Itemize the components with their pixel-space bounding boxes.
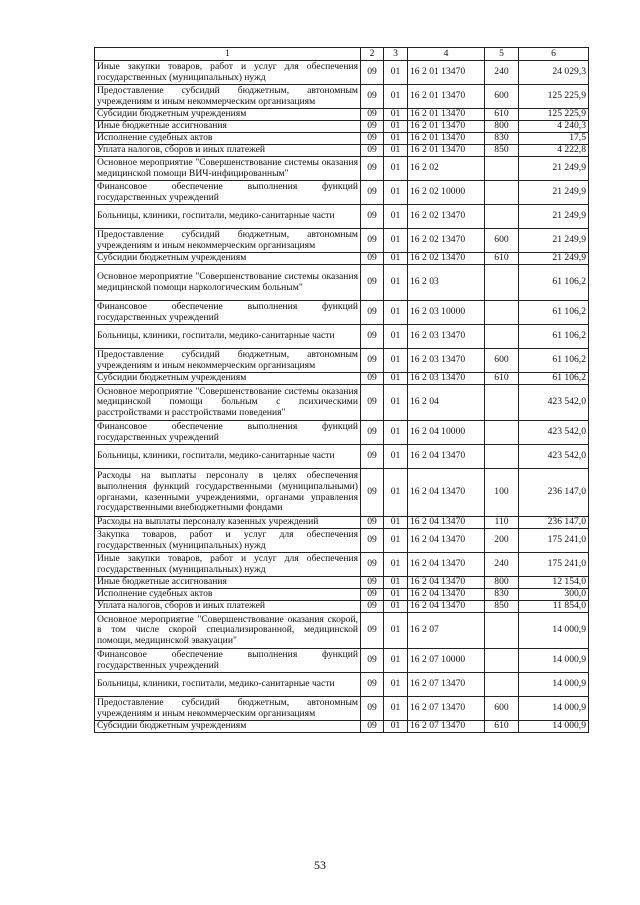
table-row	[95, 649, 589, 673]
target-article-code: 16 2 07 13470	[408, 673, 485, 697]
subsection-code: 01	[384, 145, 408, 157]
expense-name: Финансовое обеспечение выполнения функций государственных учреждений	[95, 649, 361, 673]
expense-type-code	[485, 673, 519, 697]
table-row	[95, 373, 589, 385]
column-number: 6	[519, 48, 589, 61]
amount: 24 029,3	[519, 61, 589, 85]
subsection-code: 01	[384, 721, 408, 733]
expense-name: Больницы, клиники, госпитали, медико-санитарные части	[95, 325, 361, 349]
table-row	[95, 253, 589, 265]
amount: 14 000,9	[519, 721, 589, 733]
column-number: 2	[361, 48, 384, 61]
subsection-code: 01	[384, 673, 408, 697]
expense-type-code	[485, 385, 519, 421]
expense-type-code	[485, 445, 519, 469]
target-article-code: 16 2 02 13470	[408, 229, 485, 253]
expense-name: Предоставление субсидий бюджетным, автономным учреждениям и иным некоммерческим организациям	[95, 349, 361, 373]
subsection-code: 01	[384, 85, 408, 109]
expense-type-code: 600	[485, 697, 519, 721]
target-article-code: 16 2 04	[408, 385, 485, 421]
amount: 175 241,0	[519, 553, 589, 577]
section-code: 09	[361, 157, 384, 181]
section-code: 09	[361, 469, 384, 517]
table-body	[95, 48, 589, 733]
subsection-code: 01	[384, 205, 408, 229]
table-row	[95, 385, 589, 421]
expense-type-code: 240	[485, 61, 519, 85]
subsection-code: 01	[384, 121, 408, 133]
table-row	[95, 601, 589, 613]
expense-type-code: 610	[485, 109, 519, 121]
expense-name: Основное мероприятие "Совершенствование системы оказания медицинской помощи наркологическим больным"	[95, 265, 361, 301]
expense-name: Предоставление субсидий бюджетным, автономным учреждениям и иным некоммерческим организациям	[95, 85, 361, 109]
table-row	[95, 85, 589, 109]
subsection-code: 01	[384, 589, 408, 601]
section-code: 09	[361, 673, 384, 697]
table-row	[95, 445, 589, 469]
amount: 125 225,9	[519, 85, 589, 109]
target-article-code: 16 2 04 13470	[408, 577, 485, 589]
amount: 236 147,0	[519, 469, 589, 517]
section-code: 09	[361, 589, 384, 601]
target-article-code: 16 2 04 13470	[408, 553, 485, 577]
target-article-code: 16 2 01 13470	[408, 109, 485, 121]
section-code: 09	[361, 253, 384, 265]
column-number: 1	[95, 48, 361, 61]
subsection-code: 01	[384, 373, 408, 385]
amount: 12 154,0	[519, 577, 589, 589]
subsection-code: 01	[384, 301, 408, 325]
expense-type-code: 110	[485, 517, 519, 529]
table-row	[95, 301, 589, 325]
expense-name: Исполнение судебных актов	[95, 133, 361, 145]
amount: 21 249,9	[519, 205, 589, 229]
section-code: 09	[361, 517, 384, 529]
budget-table	[94, 47, 589, 733]
section-code: 09	[361, 445, 384, 469]
amount: 21 249,9	[519, 253, 589, 265]
expense-type-code	[485, 265, 519, 301]
target-article-code: 16 2 04 10000	[408, 421, 485, 445]
subsection-code: 01	[384, 61, 408, 85]
amount: 423 542,0	[519, 445, 589, 469]
section-code: 09	[361, 265, 384, 301]
amount: 236 147,0	[519, 517, 589, 529]
expense-name: Предоставление субсидий бюджетным, автономным учреждениям и иным некоммерческим организациям	[95, 697, 361, 721]
table-row	[95, 205, 589, 229]
expense-type-code: 600	[485, 229, 519, 253]
subsection-code: 01	[384, 697, 408, 721]
expense-type-code	[485, 157, 519, 181]
amount: 14 000,9	[519, 649, 589, 673]
expense-name: Финансовое обеспечение выполнения функций государственных учреждений	[95, 421, 361, 445]
amount: 17,5	[519, 133, 589, 145]
expense-type-code: 610	[485, 721, 519, 733]
table-row	[95, 133, 589, 145]
expense-type-code: 610	[485, 253, 519, 265]
table-row	[95, 529, 589, 553]
table-row	[95, 553, 589, 577]
column-number: 3	[384, 48, 408, 61]
target-article-code: 16 2 02	[408, 157, 485, 181]
expense-type-code: 600	[485, 349, 519, 373]
expense-name: Расходы на выплаты персоналу в целях обеспечения выполнения функций государственными (муниципальными) органами, казенными учреждениями, органами управления государственными внебюджетными фондами	[95, 469, 361, 517]
expense-type-code: 200	[485, 529, 519, 553]
subsection-code: 01	[384, 553, 408, 577]
expense-name: Расходы на выплаты персоналу казенных учреждений	[95, 517, 361, 529]
section-code: 09	[361, 109, 384, 121]
expense-type-code	[485, 649, 519, 673]
section-code: 09	[361, 133, 384, 145]
expense-name: Основное мероприятие "Совершенствование системы оказания медицинской помощи больным с психическими расстройствами и расстройствами поведения"	[95, 385, 361, 421]
section-code: 09	[361, 601, 384, 613]
subsection-code: 01	[384, 349, 408, 373]
expense-type-code: 830	[485, 133, 519, 145]
target-article-code: 16 2 07 13470	[408, 697, 485, 721]
expense-name: Субсидии бюджетным учреждениям	[95, 373, 361, 385]
section-code: 09	[361, 229, 384, 253]
expense-name: Уплата налогов, сборов и иных платежей	[95, 601, 361, 613]
target-article-code: 16 2 04 13470	[408, 517, 485, 529]
section-code: 09	[361, 121, 384, 133]
table-row	[95, 589, 589, 601]
target-article-code: 16 2 01 13470	[408, 61, 485, 85]
expense-type-code: 600	[485, 85, 519, 109]
target-article-code: 16 2 07	[408, 613, 485, 649]
table-row	[95, 469, 589, 517]
section-code: 09	[361, 697, 384, 721]
amount: 61 106,2	[519, 265, 589, 301]
section-code: 09	[361, 385, 384, 421]
target-article-code: 16 2 02 13470	[408, 205, 485, 229]
table-row	[95, 577, 589, 589]
target-article-code: 16 2 07 10000	[408, 649, 485, 673]
expense-name: Иные бюджетные ассигнования	[95, 577, 361, 589]
expense-type-code	[485, 205, 519, 229]
subsection-code: 01	[384, 601, 408, 613]
subsection-code: 01	[384, 229, 408, 253]
section-code: 09	[361, 349, 384, 373]
expense-type-code	[485, 325, 519, 349]
amount: 4 240,3	[519, 121, 589, 133]
expense-type-code: 610	[485, 373, 519, 385]
amount: 21 249,9	[519, 229, 589, 253]
section-code: 09	[361, 145, 384, 157]
subsection-code: 01	[384, 133, 408, 145]
amount: 423 542,0	[519, 385, 589, 421]
target-article-code: 16 2 03 13470	[408, 349, 485, 373]
target-article-code: 16 2 01 13470	[408, 145, 485, 157]
amount: 125 225,9	[519, 109, 589, 121]
table-row	[95, 613, 589, 649]
expense-type-code: 800	[485, 121, 519, 133]
target-article-code: 16 2 04 13470	[408, 469, 485, 517]
table-row	[95, 517, 589, 529]
subsection-code: 01	[384, 445, 408, 469]
target-article-code: 16 2 04 13470	[408, 445, 485, 469]
table-row	[95, 109, 589, 121]
expense-name: Основное мероприятие "Совершенствование системы оказания медицинской помощи ВИЧ-инфицированным"	[95, 157, 361, 181]
subsection-code: 01	[384, 265, 408, 301]
expense-type-code	[485, 301, 519, 325]
column-number: 5	[485, 48, 519, 61]
page-number: 53	[314, 858, 326, 872]
target-article-code: 16 2 04 13470	[408, 589, 485, 601]
expense-type-code	[485, 421, 519, 445]
expense-name: Больницы, клиники, госпитали, медико-санитарные части	[95, 205, 361, 229]
expense-type-code: 100	[485, 469, 519, 517]
amount: 14 000,9	[519, 673, 589, 697]
amount: 61 106,2	[519, 301, 589, 325]
table-row	[95, 697, 589, 721]
expense-name: Иные закупки товаров, работ и услуг для обеспечения государственных (муниципальных) нужд	[95, 61, 361, 85]
target-article-code: 16 2 02 10000	[408, 181, 485, 205]
amount: 61 106,2	[519, 349, 589, 373]
section-code: 09	[361, 301, 384, 325]
subsection-code: 01	[384, 517, 408, 529]
section-code: 09	[361, 373, 384, 385]
section-code: 09	[361, 577, 384, 589]
target-article-code: 16 2 02 13470	[408, 253, 485, 265]
amount: 61 106,2	[519, 373, 589, 385]
target-article-code: 16 2 03 13470	[408, 373, 485, 385]
section-code: 09	[361, 553, 384, 577]
expense-name: Больницы, клиники, госпитали, медико-санитарные части	[95, 445, 361, 469]
section-code: 09	[361, 529, 384, 553]
table-row	[95, 325, 589, 349]
subsection-code: 01	[384, 649, 408, 673]
section-code: 09	[361, 85, 384, 109]
table-row	[95, 181, 589, 205]
expense-type-code: 240	[485, 553, 519, 577]
table-row	[95, 721, 589, 733]
target-article-code: 16 2 04 13470	[408, 601, 485, 613]
target-article-code: 16 2 03 13470	[408, 325, 485, 349]
section-code: 09	[361, 181, 384, 205]
section-code: 09	[361, 325, 384, 349]
amount: 14 000,9	[519, 697, 589, 721]
target-article-code: 16 2 01 13470	[408, 121, 485, 133]
amount: 14 000,9	[519, 613, 589, 649]
expense-name: Субсидии бюджетным учреждениям	[95, 253, 361, 265]
amount: 175 241,0	[519, 529, 589, 553]
target-article-code: 16 2 04 13470	[408, 529, 485, 553]
subsection-code: 01	[384, 529, 408, 553]
column-number: 4	[408, 48, 485, 61]
expense-type-code: 800	[485, 577, 519, 589]
amount: 11 854,0	[519, 601, 589, 613]
expense-name: Основное мероприятие "Совершенствование оказания скорой, в том числе скорой специализированной, медицинской помощи, медицинской эвакуации"	[95, 613, 361, 649]
amount: 21 249,9	[519, 157, 589, 181]
subsection-code: 01	[384, 577, 408, 589]
table-row	[95, 157, 589, 181]
expense-name: Субсидии бюджетным учреждениям	[95, 109, 361, 121]
amount: 4 222,8	[519, 145, 589, 157]
table-row	[95, 121, 589, 133]
subsection-code: 01	[384, 109, 408, 121]
expense-name: Предоставление субсидий бюджетным, автономным учреждениям и иным некоммерческим организациям	[95, 229, 361, 253]
expense-name: Иные бюджетные ассигнования	[95, 121, 361, 133]
expense-type-code: 830	[485, 589, 519, 601]
expense-name: Исполнение судебных актов	[95, 589, 361, 601]
amount: 21 249,9	[519, 181, 589, 205]
subsection-code: 01	[384, 325, 408, 349]
amount: 61 106,2	[519, 325, 589, 349]
expense-name: Закупка товаров, работ и услуг для обеспечения государственных (муниципальных) нужд	[95, 529, 361, 553]
subsection-code: 01	[384, 613, 408, 649]
table-row	[95, 145, 589, 157]
section-code: 09	[361, 721, 384, 733]
expense-name: Субсидии бюджетным учреждениям	[95, 721, 361, 733]
expense-name: Больницы, клиники, госпитали, медико-санитарные части	[95, 673, 361, 697]
section-code: 09	[361, 649, 384, 673]
target-article-code: 16 2 03	[408, 265, 485, 301]
section-code: 09	[361, 205, 384, 229]
table-row	[95, 61, 589, 85]
table-row	[95, 229, 589, 253]
expense-type-code: 850	[485, 601, 519, 613]
amount: 300,0	[519, 589, 589, 601]
subsection-code: 01	[384, 385, 408, 421]
subsection-code: 01	[384, 421, 408, 445]
table-row	[95, 265, 589, 301]
target-article-code: 16 2 03 10000	[408, 301, 485, 325]
expense-name: Финансовое обеспечение выполнения функций государственных учреждений	[95, 181, 361, 205]
expense-name: Иные закупки товаров, работ и услуг для обеспечения государственных (муниципальных) нужд	[95, 553, 361, 577]
amount: 423 542,0	[519, 421, 589, 445]
expense-type-code	[485, 181, 519, 205]
subsection-code: 01	[384, 469, 408, 517]
section-code: 09	[361, 61, 384, 85]
expense-name: Финансовое обеспечение выполнения функций государственных учреждений	[95, 301, 361, 325]
table-row	[95, 421, 589, 445]
target-article-code: 16 2 07 13470	[408, 721, 485, 733]
column-number-row	[95, 48, 589, 61]
table-row	[95, 673, 589, 697]
section-code: 09	[361, 421, 384, 445]
table-row	[95, 349, 589, 373]
subsection-code: 01	[384, 253, 408, 265]
target-article-code: 16 2 01 13470	[408, 85, 485, 109]
expense-type-code	[485, 613, 519, 649]
subsection-code: 01	[384, 181, 408, 205]
target-article-code: 16 2 01 13470	[408, 133, 485, 145]
section-code: 09	[361, 613, 384, 649]
expense-name: Уплата налогов, сборов и иных платежей	[95, 145, 361, 157]
expense-type-code: 850	[485, 145, 519, 157]
subsection-code: 01	[384, 157, 408, 181]
